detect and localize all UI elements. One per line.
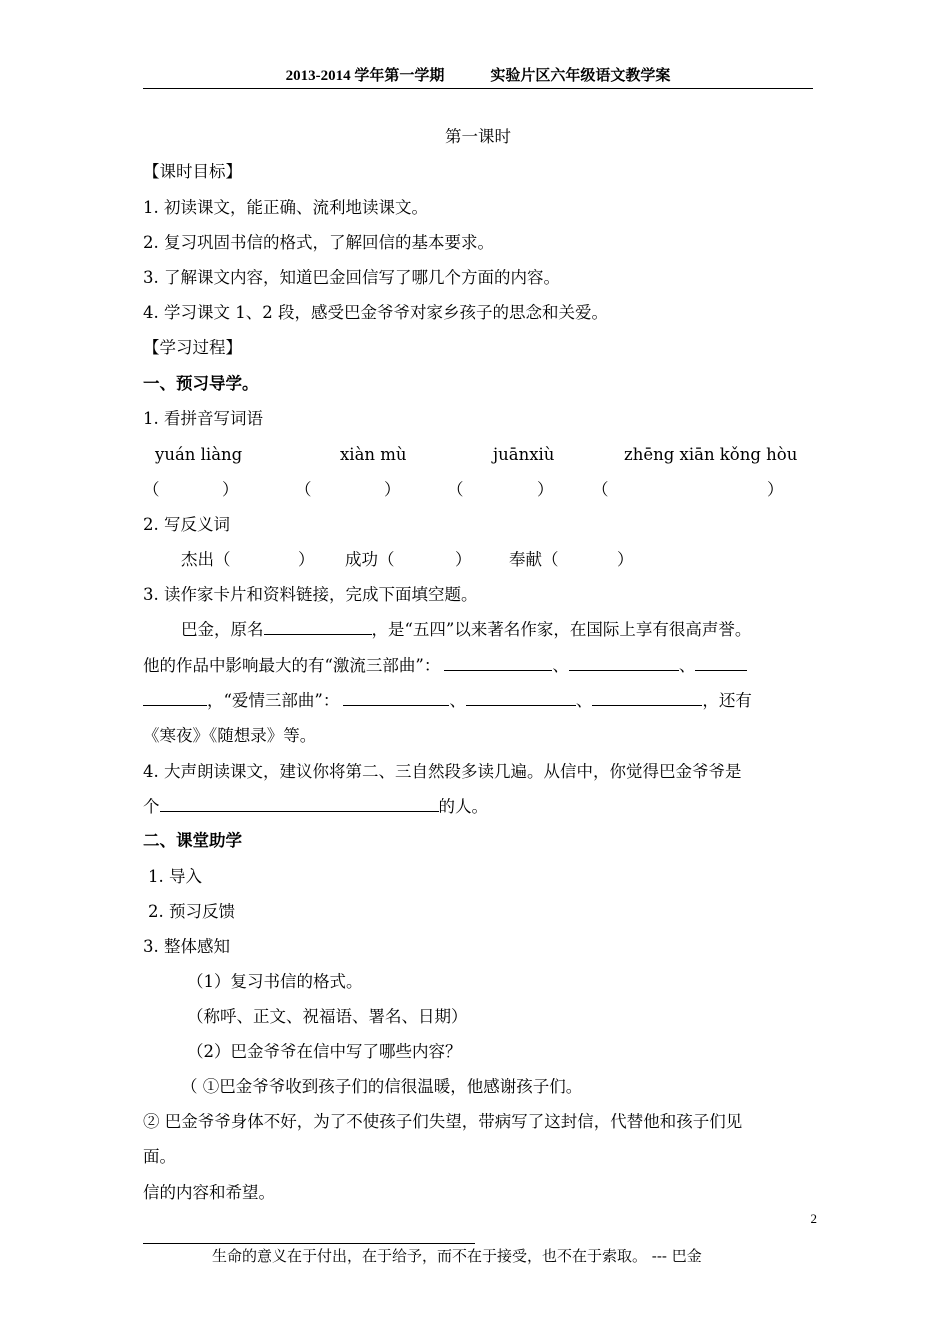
fill-in-line (181, 618, 821, 642)
answer-point: ② 巴金爷爷身体不好，为了不使孩子们失望，带病写了这封信，代替他和孩子们见 (143, 1112, 743, 1131)
fill-in-line (143, 689, 823, 713)
answer-paren-open: （ (592, 480, 609, 499)
page-number: 2 (810, 1211, 817, 1226)
fill-in-line (143, 795, 823, 819)
header-title: 实验片区六年级语文教学案 (490, 68, 671, 84)
question-4: 4. 大声朗读课文，建议你将第二、三自然段多读几遍。从信中，你觉得巴金爷爷是 (143, 762, 742, 781)
process-heading: 【学习过程】 (143, 338, 242, 357)
antonym-item: 杰出（ (181, 550, 231, 569)
fill-text: 、 (678, 656, 696, 675)
answer-paren-open: （ (447, 480, 464, 499)
answer-blank[interactable] (343, 689, 449, 706)
antonym-item: 成功（ (345, 550, 395, 569)
sub-answer: （称呼、正文、祝福语、署名、日期） (187, 1007, 468, 1026)
footer-divider (143, 1243, 475, 1244)
answer-paren-close: ） (767, 480, 784, 499)
sub-question: （2）巴金爷爷在信中写了哪些内容？ (187, 1042, 462, 1061)
fill-text: 他的作品中影响最大的有“激流三部曲”： (143, 656, 441, 675)
step-item: 1. 导入 (148, 867, 202, 886)
fill-text: ，是“五四”以来著名作家，在国际上享有很高声誉。 (371, 620, 752, 639)
answer-paren-close: ） (222, 480, 239, 499)
step-item: 3. 整体感知 (143, 937, 230, 956)
fill-text: 个 (143, 797, 160, 816)
answer-paren-open: （ (295, 480, 312, 499)
answer-blank[interactable] (444, 654, 552, 671)
antonym-item: 奉献（ (509, 550, 559, 569)
answer-paren-close: ） (384, 480, 401, 499)
footer-quote: 生命的意义在于付出，在于给予，而不在于接受，也不在于索取。 --- 巴金 (212, 1247, 702, 1265)
objective-item: 1. 初读课文，能正确、流利地读课文。 (143, 198, 428, 217)
fill-text: 、 (552, 656, 569, 675)
pinyin-item: yuán liàng (155, 445, 243, 464)
fill-text: ，“爱情三部曲”： (207, 691, 340, 710)
answer-paren-close: ） (455, 550, 472, 569)
fill-text: 巴金，原名 (181, 620, 264, 639)
answer-blank[interactable] (569, 654, 679, 671)
page-header (143, 64, 813, 89)
pinyin-item: zhēng xiān kǒng hòu (624, 445, 798, 464)
fill-text: 、 (575, 691, 593, 710)
answer-blank[interactable] (695, 654, 747, 671)
answer-point: 信的内容和希望。 (143, 1183, 275, 1202)
part2-heading: 二、课堂助学 (143, 831, 242, 850)
answer-point: （ ①巴金爷爷收到孩子们的信很温暖，他感谢孩子们。 (181, 1077, 583, 1096)
sub-question: （1）复习书信的格式。 (187, 972, 363, 991)
fill-in-line: 《寒夜》《随想录》等。 (143, 726, 317, 745)
header-term: 2013-2014 学年第一学期 (285, 68, 445, 84)
fill-text: 的人。 (438, 797, 488, 816)
answer-blank[interactable] (466, 689, 576, 706)
answer-paren-close: ） (617, 550, 634, 569)
answer-paren-close: ） (298, 550, 315, 569)
fill-text: 、 (449, 691, 466, 710)
question-2: 2. 写反义词 (143, 515, 230, 534)
objective-item: 4. 学习课文 1、2 段，感受巴金爷爷对家乡孩子的思念和关爱。 (143, 303, 608, 322)
answer-paren-open: （ (143, 480, 160, 499)
question-3: 3. 读作家卡片和资料链接，完成下面填空题。 (143, 585, 478, 604)
fill-text: ，还有 (702, 691, 752, 710)
step-item: 2. 预习反馈 (148, 902, 235, 921)
answer-paren-close: ） (537, 480, 554, 499)
answer-blank[interactable] (592, 689, 702, 706)
part1-heading: 一、预习导学。 (143, 374, 259, 393)
question-1: 1. 看拼音写词语 (143, 409, 263, 428)
section-title: 第一课时 (445, 127, 511, 146)
pinyin-item: juānxiù (493, 445, 555, 464)
pinyin-item: xiàn mù (340, 445, 407, 464)
objective-item: 2. 复习巩固书信的格式，了解回信的基本要求。 (143, 233, 494, 252)
objectives-heading: 【课时目标】 (143, 162, 242, 181)
objective-item: 3. 了解课文内容，知道巴金回信写了哪几个方面的内容。 (143, 268, 560, 287)
answer-blank[interactable] (160, 795, 439, 812)
answer-point: 面。 (143, 1147, 176, 1166)
fill-in-line (143, 654, 823, 678)
answer-blank[interactable] (143, 689, 207, 706)
answer-blank[interactable] (264, 618, 372, 635)
